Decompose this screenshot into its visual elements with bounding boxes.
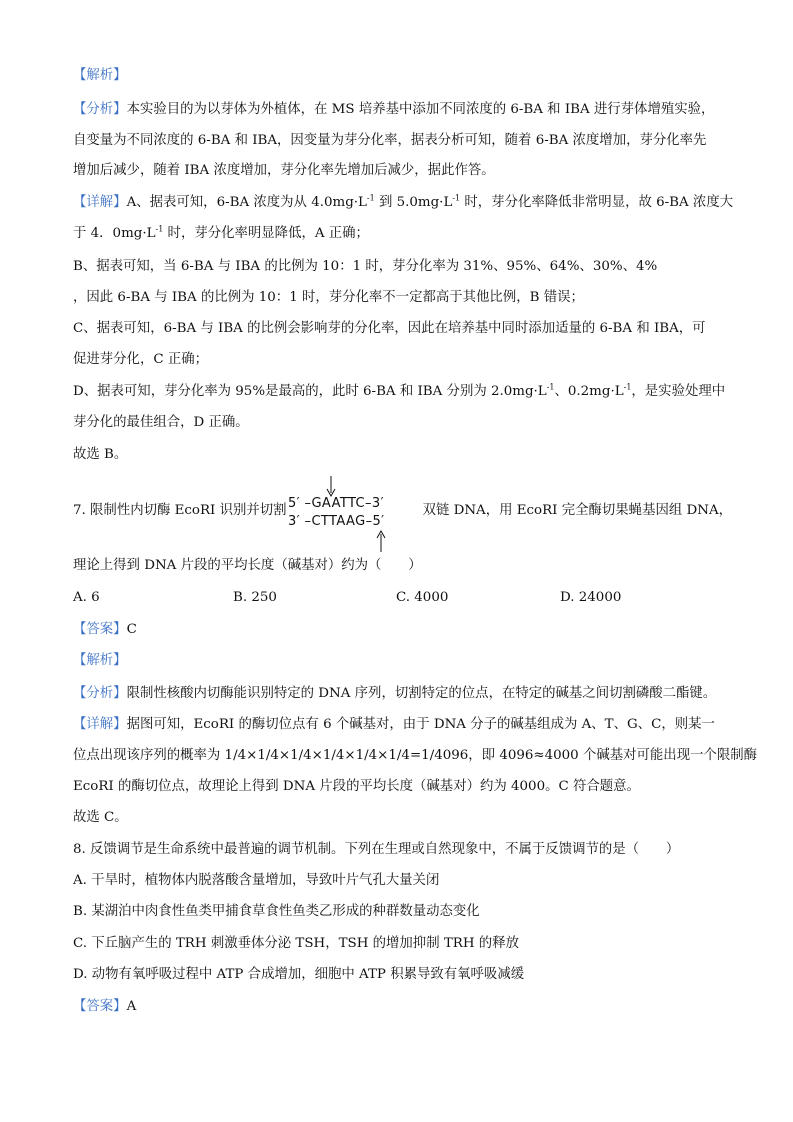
superscript: -1 <box>546 382 555 392</box>
answer-8-value: A <box>126 999 137 1014</box>
fenxi-line-3: 增加后减少，随着 IBA 浓度增加，芽分化率先增加后减少，据此作答。 <box>73 163 495 178</box>
xj-a1-mid: 到 5.0mg·L <box>374 195 453 210</box>
answer-7-value: C <box>126 622 137 637</box>
daan-tag: 【答案】 <box>73 622 127 637</box>
fenxi-tag-2: 【分析】 <box>73 686 127 701</box>
cut-arrow-bottom-icon <box>374 530 388 552</box>
xiangjie-line-d1 <box>73 382 726 402</box>
fenxi-text-1: 本实验目的为以芽体为外植体，在 MS 培养基中添加不同浓度的 6-BA 和 IBA 进行芽体增殖实验， <box>126 102 715 117</box>
q7-option-c: C. 4000 <box>396 590 449 605</box>
q7-option-a: A. 6 <box>73 590 100 605</box>
q8-option-b: B. 某湖泊中肉食性鱼类甲捕食草食性鱼类乙形成的种群数量动态变化 <box>73 904 480 919</box>
xiangjie-line-b1: B、据表可知，当 6-BA 与 IBA 的比例为 10：1 时，芽分化率为 31%、95%、64%、30%、4% <box>73 259 658 274</box>
analysis-heading <box>73 66 723 86</box>
q8-option-a: A. 干旱时，植物体内脱落酸含量增加，导致叶片气孔大量关闭 <box>73 873 440 888</box>
xiangjie2-line-2: 位点出现该序列的概率为 1/4×1/4×1/4×1/4×1/4×1/4=1/4096，即 4096≈4000 个碱基对可能出现一个限制酶 <box>73 748 758 763</box>
superscript: -1 <box>623 382 632 392</box>
daan-tag-2: 【答案】 <box>73 999 127 1014</box>
xj-a2-post: 时，芽分化率明显降低，A 正确； <box>163 226 369 241</box>
jiexi-tag: 【解析】 <box>73 68 127 83</box>
superscript: -1 <box>155 224 164 234</box>
xj2-text-1: 据图可知，EcoRI 的酶切位点有 6 个碱基对，由于 DNA 分子的碱基组成为 A、T、G、C，则某一 <box>126 717 715 732</box>
answer-7 <box>73 620 723 640</box>
xj-d1-post: ，是实验处理中 <box>631 384 726 399</box>
q7-option-d: D. 24000 <box>560 590 622 605</box>
xiangjie-tag-2: 【详解】 <box>73 717 127 732</box>
fenxi-line-2: 自变量为不同浓度的 6-BA 和 IBA，因变量为芽分化率，据表分析可知，随着 6-BA 浓度增加，芽分化率先 <box>73 133 707 148</box>
superscript: -1 <box>366 193 375 203</box>
fenxi-line-1 <box>73 100 723 120</box>
xj-a1-post: 时，芽分化率降低非常明显，故 6-BA 浓度大 <box>460 195 734 210</box>
answer-8 <box>73 997 723 1017</box>
xiangjie-line-c2: 促进芽分化，C 正确； <box>73 352 209 367</box>
conclusion-c: 故选 C。 <box>73 810 128 825</box>
xj-d1-mid: 、0.2mg·L <box>554 384 624 399</box>
sequence-top-strand: 5′ –GAATTC–3′ <box>288 496 384 511</box>
sequence-bottom-strand: 3′ –CTTAAG–5′ <box>288 514 385 529</box>
q7-post: 双链 DNA，用 EcoRI 完全酶切果蝇基因组 DNA， <box>422 503 733 518</box>
xiangjie-line-b2: ，因此 6-BA 与 IBA 的比例为 10：1 时，芽分化率不一定都高于其他比例，B 错误； <box>73 290 584 305</box>
cut-arrow-top-icon <box>324 476 338 498</box>
q7-pre: 7. 限制性内切酶 EcoRI 识别并切割 <box>73 503 287 518</box>
xj-d1-pre: D、据表可知，芽分化率为 95%是最高的，此时 6-BA 和 IBA 分别为 2.0mg·L <box>73 384 547 399</box>
xiangjie-line-c1: C、据表可知，6-BA 与 IBA 的比例会影响芽的分化率，因此在培养基中同时添加适量的 6-BA 和 IBA，可 <box>73 321 706 336</box>
conclusion-b: 故选 B。 <box>73 447 128 462</box>
q8-option-d: D. 动物有氧呼吸过程中 ATP 合成增加，细胞中 ATP 积累导致有氧呼吸减缓 <box>73 967 525 982</box>
xj-a1-pre: A、据表可知，6-BA 浓度为从 4.0mg·L <box>126 195 367 210</box>
xiangjie-line-a1 <box>73 193 734 213</box>
analysis-heading-2 <box>73 651 723 671</box>
xiangjie-tag: 【详解】 <box>73 195 127 210</box>
xiangjie2-line-3: EcoRI 的酶切位点，故理论上得到 DNA 片段的平均长度（碱基对）约为 4000。C 符合题意。 <box>73 779 640 794</box>
xiangjie2-line-1 <box>73 715 723 735</box>
superscript: -1 <box>452 193 461 203</box>
xiangjie-line-a2 <box>73 224 723 244</box>
fenxi2-text: 限制性核酸内切酶能识别特定的 DNA 序列，切割特定的位点，在特定的碱基之间切割磷酸二酯键。 <box>126 686 717 701</box>
q8-option-c: C. 下丘脑产生的 TRH 刺激垂体分泌 TSH，TSH 的增加抑制 TRH 的释放 <box>73 936 519 951</box>
question-7-line-2: 理论上得到 DNA 片段的平均长度（碱基对）约为（ ） <box>73 558 422 573</box>
fenxi-tag: 【分析】 <box>73 102 127 117</box>
jiexi-tag-2: 【解析】 <box>73 653 127 668</box>
question-8-stem: 8. 反馈调节是生命系统中最普遍的调节机制。下列在生理或自然现象中，不属于反馈调节的是（ ） <box>73 842 680 857</box>
q7-option-b: B. 250 <box>233 590 277 605</box>
ecori-sequence-figure <box>288 484 418 544</box>
xj-a2-pre: 于 4．0mg·L <box>73 226 156 241</box>
xiangjie-line-d2: 芽分化的最佳组合，D 正确。 <box>73 415 249 430</box>
fenxi2-line <box>73 684 723 704</box>
